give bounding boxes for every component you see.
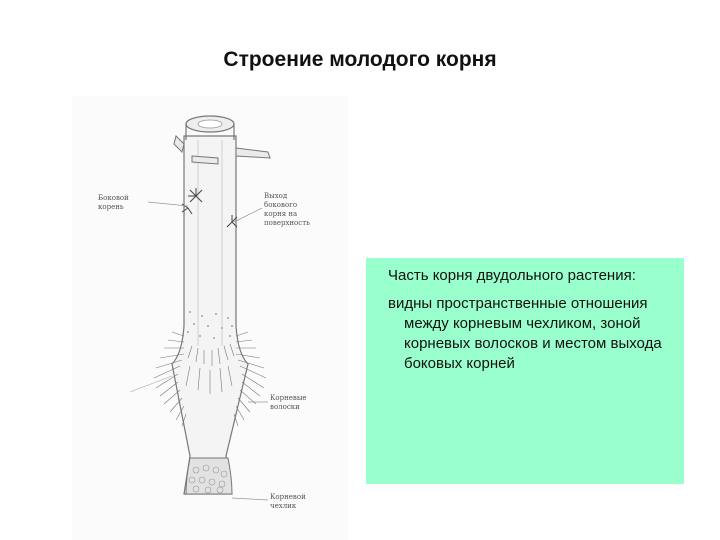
label-root-cap: Корневой чехлик	[270, 493, 306, 510]
caption-paragraph-2: видны пространственные отношения между корневым чехликом, зоной корневых волосков и местом выхода боковых корней	[388, 295, 662, 372]
lateral-root-stub	[192, 156, 218, 164]
caption-paragraph-1: Часть корня двудольного растения:	[388, 267, 636, 284]
label-lateral-emergence: Выход бокового корня на поверхность	[264, 192, 310, 227]
label-lateral-root: Боковой корень	[98, 194, 129, 211]
root-drawing	[72, 96, 348, 540]
root-structure-figure	[72, 96, 348, 540]
label-root-hairs: Корневые волоски	[270, 394, 307, 411]
slide-title: Строение молодого корня	[223, 48, 497, 71]
caption-box	[366, 258, 684, 484]
